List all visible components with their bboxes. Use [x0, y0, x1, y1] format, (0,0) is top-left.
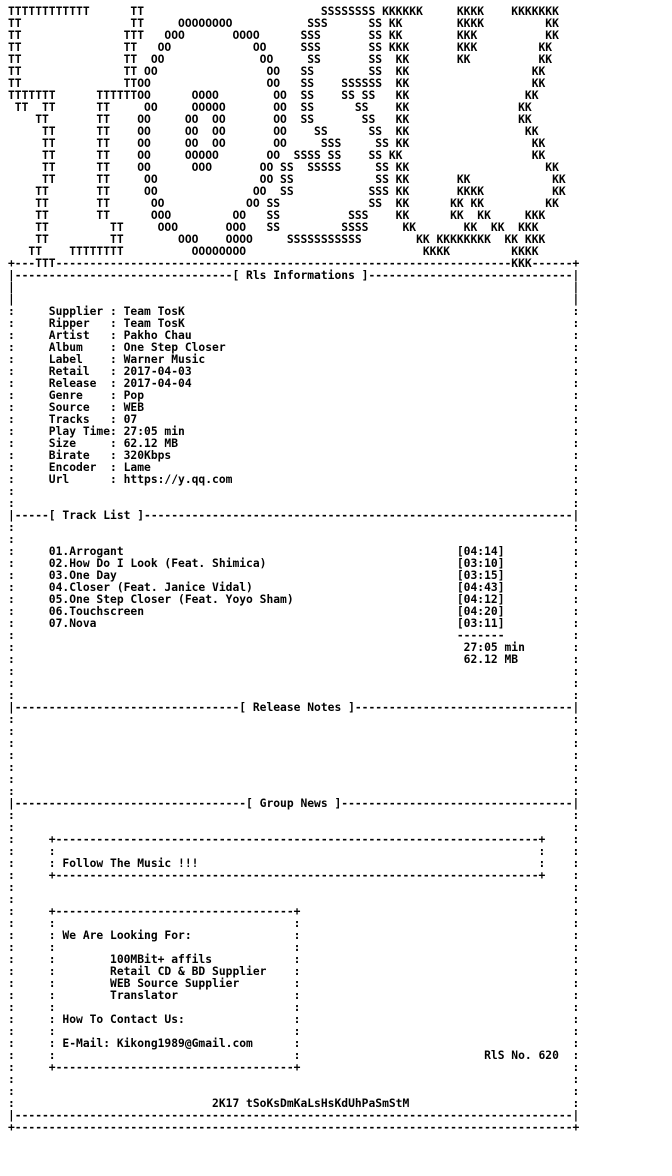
- nfo-line: : : How To Contact Us: : :: [8, 1013, 580, 1026]
- nfo-line: : :: [8, 725, 580, 738]
- nfo-line: : 62.12 MB :: [8, 653, 580, 666]
- nfo-line: : :: [8, 761, 580, 774]
- nfo-line: | |: [8, 293, 580, 306]
- nfo-line: |----------------------------------------------------------------------------------|: [8, 1109, 580, 1122]
- nfo-line: : :: [8, 821, 580, 834]
- nfo-line: : +-----------------------------------+ :: [8, 905, 580, 918]
- nfo-line: : ------- :: [8, 629, 580, 642]
- nfo-line: : 04.Closer (Feat. Janice Vidal) [04:43] :: [8, 581, 580, 594]
- nfo-line: TT TTTTTTTT OOOOOOOO KKKK KKKK: [8, 245, 539, 258]
- nfo-line: TT TTT OOO OOOO SSS SS KK KKK KK: [8, 29, 559, 42]
- nfo-line: TT TT OO OO OO OO SS SS KK KK: [8, 125, 539, 138]
- nfo-line: : : Follow The Music !!! : :: [8, 857, 580, 870]
- nfo-line: : 03.One Day [03:15] :: [8, 569, 580, 582]
- nfo-line: : :: [8, 713, 580, 726]
- nfo-line: : 06.Touchscreen [04:20] :: [8, 605, 580, 618]
- nfo-line: : : Retail CD & BD Supplier : :: [8, 965, 580, 978]
- nfo-line: : +-----------------------------------------------------------------------+ :: [8, 833, 580, 846]
- nfo-line: +----------------------------------------------------------------------------------+: [8, 1121, 580, 1134]
- nfo-line: : : : :: [8, 941, 580, 954]
- nfo-line: TT TT OOO OOO SS SSSS KK KK KK KKK: [8, 221, 539, 234]
- nfo-line: : 02.How Do I Look (Feat. Shimica) [03:10] :: [8, 557, 580, 570]
- nfo-line: : 05.One Step Closer (Feat. Yoyo Sham) [04:12] :: [8, 593, 580, 606]
- nfo-line: : Encoder : Lame :: [8, 461, 580, 474]
- nfo-line: TT TT OO OOO OO SS SSSSS SS KK KK: [8, 161, 559, 174]
- nfo-line: : Tracks : 07 :: [8, 413, 580, 426]
- nfo-line: TTTTTTT TTTTTTOO OOOO OO SS SS SS KK KK: [8, 89, 539, 102]
- nfo-line: : :: [8, 785, 580, 798]
- nfo-line: TT TT OO OO SS SS KK KK KK: [8, 53, 553, 66]
- nfo-line: : 2K17 tSoKsDmKaLsHsKdUhPaSmStM :: [8, 1097, 580, 1110]
- nfo-line: : : : :: [8, 845, 580, 858]
- nfo-line: |-----[ Track List ]---------------------------------------------------------------|: [8, 509, 580, 522]
- nfo-line: TT TT TT OO OOOOO OO SS SS KK KK: [8, 101, 532, 114]
- nfo-line: : Supplier : Team TosK :: [8, 305, 580, 318]
- nfo-line: : :: [8, 1085, 580, 1098]
- nfo-line: : : : :: [8, 1001, 580, 1014]
- nfo-line: : : 100MBit+ affils : :: [8, 953, 580, 966]
- nfo-line: : Play Time: 27:05 min :: [8, 425, 580, 438]
- nfo-line: TT TT OO OO SS SS KK KK KK KK: [8, 197, 559, 210]
- nfo-line: : :: [8, 485, 580, 498]
- nfo-line: : :: [8, 749, 580, 762]
- nfo-line: TTTTTTTTTTTT TT SSSSSSSS KKKKKK KKKK KKKKKKK: [8, 5, 559, 18]
- nfo-line: : :: [8, 533, 580, 546]
- nfo-line: : : We Are Looking For: : :: [8, 929, 580, 942]
- nfo-line: : Url : https://y.qq.com :: [8, 473, 580, 486]
- nfo-line: : :: [8, 497, 580, 510]
- nfo-line: : Retail : 2017-04-03 :: [8, 365, 580, 378]
- nfo-line: : : E-Mail: Kikong1989@Gmail.com : :: [8, 1037, 580, 1050]
- nfo-line: : :: [8, 1073, 580, 1086]
- nfo-line: : :: [8, 689, 580, 702]
- nfo-line: TT TT OO OO SS SS KK KK KK: [8, 173, 566, 186]
- nfo-line: TT TT OOO OOOO SSSSSSSSSSS KK KKKKKKKK KK KKK: [8, 233, 546, 246]
- nfo-line: TT TT OOO OO SS SSS KK KK KK KKK: [8, 209, 546, 222]
- nfo-line: : :: [8, 521, 580, 534]
- nfo-line: TT TT OO OO OO OO SSS SS KK KK: [8, 137, 546, 150]
- nfo-line: : Artist : Pakho Chau :: [8, 329, 580, 342]
- nfo-line: : Genre : Pop :: [8, 389, 580, 402]
- nfo-line: |--------------------------------[ Rls Informations ]------------------------------|: [8, 269, 580, 282]
- nfo-line: : : WEB Source Supplier : :: [8, 977, 580, 990]
- nfo-line: : 01.Arrogant [04:14] :: [8, 545, 580, 558]
- nfo-line: : :: [8, 809, 580, 822]
- nfo-line: |----------------------------------[ Group News ]----------------------------------|: [8, 797, 580, 810]
- nfo-line: : :: [8, 677, 580, 690]
- nfo-line: TT TT OO OOOOO OO SSSS SS SS KK KK: [8, 149, 546, 162]
- nfo-line: : Size : 62.12 MB :: [8, 437, 580, 450]
- nfo-line: TT TTOO OO SS SSSSSS KK KK: [8, 77, 546, 90]
- nfo-line: | |: [8, 281, 580, 294]
- nfo-line: : +-----------------------------------+ :: [8, 1061, 580, 1074]
- nfo-line: : :: [8, 881, 580, 894]
- nfo-line: TT TT OOOOOOOO SSS SS KK KKKK KK: [8, 17, 559, 30]
- nfo-line: : Release : 2017-04-04 :: [8, 377, 580, 390]
- nfo-line: : :: [8, 665, 580, 678]
- nfo-line: : Source : WEB :: [8, 401, 580, 414]
- nfo-line: TT TT OO OO SSS SS KKK KKK KK: [8, 41, 553, 54]
- nfo-line: : :: [8, 737, 580, 750]
- nfo-line: : Label : Warner Music :: [8, 353, 580, 366]
- nfo-line: : Ripper : Team TosK :: [8, 317, 580, 330]
- nfo-line: TT TT OO OO SS SSS KK KKKK KK: [8, 185, 566, 198]
- nfo-line: : : : RlS No. 620 :: [8, 1049, 580, 1062]
- nfo-line: : 07.Nova [03:11] :: [8, 617, 580, 630]
- nfo-line: : : : :: [8, 917, 580, 930]
- nfo-line: : 27:05 min :: [8, 641, 580, 654]
- nfo-line: |---------------------------------[ Release Notes ]--------------------------------|: [8, 701, 580, 714]
- nfo-line: +---TTT-------------------------------------------------------------------KKK------+: [8, 257, 580, 270]
- nfo-line: : : Translator : :: [8, 989, 580, 1002]
- nfo-line: TT TT OO OO SS SS KK KK: [8, 65, 546, 78]
- nfo-line: : Birate : 320Kbps :: [8, 449, 580, 462]
- nfo-line: : :: [8, 773, 580, 786]
- nfo-line: TT TT OO OO OO OO SS SS KK KK: [8, 113, 532, 126]
- nfo-line: : Album : One Step Closer :: [8, 341, 580, 354]
- nfo-line: : : : :: [8, 1025, 580, 1038]
- nfo-line: : +-----------------------------------------------------------------------+ :: [8, 869, 580, 882]
- nfo-line: : :: [8, 893, 580, 906]
